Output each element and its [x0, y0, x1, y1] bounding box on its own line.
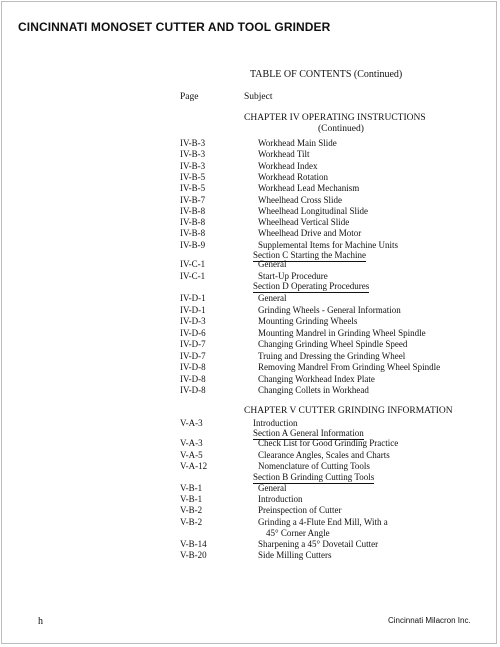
toc-subject: Introduction — [258, 494, 303, 505]
toc-subject: Check List for Good Grinding Practice — [258, 438, 399, 448]
toc-subject: General — [258, 293, 287, 303]
toc-row — [0, 195, 500, 207]
toc-row — [0, 517, 500, 529]
toc-row — [0, 206, 500, 218]
section-heading: Section C Starting the Machine — [253, 250, 366, 260]
toc-page-ref: V-B-1 — [180, 483, 203, 493]
toc-subject: Workhead Rotation — [258, 171, 329, 182]
toc-row — [0, 374, 500, 386]
toc-page-ref: V-B-14 — [180, 539, 207, 549]
toc-page-ref: IV-D-7 — [180, 339, 206, 349]
publisher-footer: Cincinnati Milacron Inc. — [388, 616, 471, 625]
column-header-page: Page — [180, 92, 199, 102]
toc-row — [0, 149, 500, 161]
toc-page-ref: IV-B-5 — [180, 183, 206, 194]
toc-subject: Mounting Mandrel in Grinding Wheel Spindle — [258, 327, 426, 338]
toc-title: TABLE OF CONTENTS (Continued) — [250, 69, 403, 80]
section-heading: Section D Operating Procedures — [253, 281, 370, 291]
toc-row — [0, 528, 500, 540]
toc-subject: Wheelhead Vertical Slide — [258, 217, 350, 228]
toc-subject: Workhead Main Slide — [258, 138, 337, 148]
toc-page-ref: V-A-12 — [180, 461, 208, 471]
toc-row — [0, 351, 500, 363]
toc-subject: Introduction — [253, 418, 298, 428]
toc-subject: Changing Workhead Index Plate — [258, 373, 375, 384]
toc-row — [0, 240, 500, 252]
toc-subject: Workhead Lead Mechanism — [258, 183, 360, 194]
toc-page-ref: V-A-3 — [180, 438, 203, 448]
toc-row — [0, 418, 500, 430]
toc-page-ref: IV-B-5 — [180, 171, 206, 182]
document-header: CINCINNATI MONOSET CUTTER AND TOOL GRINDER — [18, 20, 331, 34]
toc-subject: Preinspection of Cutter — [258, 505, 342, 516]
toc-subject: Wheelhead Cross Slide — [258, 194, 342, 205]
toc-subject: Changing Grinding Wheel Spindle Speed — [258, 339, 408, 349]
toc-page-ref: V-B-20 — [180, 550, 207, 561]
toc-subject: General — [258, 259, 287, 269]
toc-page-ref: IV-B-8 — [180, 205, 206, 216]
toc-page-ref: IV-C-1 — [180, 270, 206, 281]
toc-subject: Nomenclature of Cutting Tools — [258, 461, 370, 471]
toc-row — [0, 550, 500, 562]
toc-page-ref: V-A-3 — [180, 418, 203, 428]
toc-page-ref: V-B-1 — [180, 494, 203, 505]
toc-page-ref: IV-D-6 — [180, 327, 206, 338]
toc-row — [0, 362, 500, 374]
toc-subject: Sharpening a 45° Dovetail Cutter — [258, 539, 379, 549]
toc-row — [0, 461, 500, 473]
toc-page-ref: IV-C-1 — [180, 259, 206, 269]
toc-subject: Supplemental Items for Machine Units — [258, 239, 398, 250]
toc-subject: Grinding a 4-Flute End Mill, With a — [258, 516, 388, 527]
toc-subject: Wheelhead Drive and Motor — [258, 228, 362, 239]
toc-row — [0, 217, 500, 229]
toc-page-ref: IV-D-7 — [180, 350, 206, 361]
toc-page-ref: IV-D-8 — [180, 385, 206, 395]
toc-row — [0, 259, 500, 271]
toc-page-ref: IV-B-3 — [180, 149, 206, 160]
toc-subject: Changing Collets in Workhead — [258, 385, 369, 395]
toc-row — [0, 438, 500, 450]
toc-subject: Side Milling Cutters — [258, 550, 332, 561]
section-heading: Section B Grinding Cutting Tools — [253, 472, 375, 482]
toc-subject: Mounting Grinding Wheels — [258, 316, 358, 326]
toc-page-ref: IV-D-8 — [180, 362, 206, 372]
toc-row — [0, 339, 500, 351]
toc-row — [0, 316, 500, 328]
toc-page-ref: IV-D-3 — [180, 316, 206, 326]
chapter-heading: CHAPTER V CUTTER GRINDING INFORMATION — [244, 406, 453, 416]
toc-row — [0, 172, 500, 184]
toc-row — [0, 494, 500, 506]
toc-subject: Start-Up Procedure — [258, 270, 328, 281]
toc-subject: Wheelhead Longitudinal Slide — [258, 205, 368, 216]
toc-subject: Removing Mandrel From Grinding Wheel Spindle — [258, 362, 441, 372]
toc-page-ref: IV-B-7 — [180, 194, 206, 205]
toc-row — [0, 293, 500, 305]
toc-page-ref: IV-B-3 — [180, 138, 206, 148]
page-number: h — [38, 616, 43, 627]
section-heading: Section A General Information — [253, 428, 364, 438]
toc-page-ref: V-B-2 — [180, 516, 203, 527]
toc-subject: Workhead Tilt — [258, 149, 310, 160]
toc-row — [0, 138, 500, 150]
toc-row — [0, 161, 500, 173]
toc-subject: Grinding Wheels - General Information — [258, 304, 401, 315]
toc-page-ref: IV-B-3 — [180, 160, 206, 171]
toc-page-ref: V-A-5 — [180, 449, 203, 460]
toc-row — [0, 271, 500, 283]
toc-row — [0, 505, 500, 517]
toc-page-ref: IV-D-1 — [180, 304, 206, 315]
toc-row — [0, 385, 500, 397]
toc-row — [0, 539, 500, 551]
toc-page-ref: IV-B-8 — [180, 217, 206, 228]
toc-subject: General — [258, 483, 287, 493]
column-header-subject: Subject — [244, 92, 273, 102]
toc-subject: Workhead Index — [258, 160, 318, 171]
toc-row — [0, 483, 500, 495]
toc-page-ref: IV-B-8 — [180, 228, 206, 239]
toc-page-ref: IV-D-1 — [180, 293, 206, 303]
toc-page-ref: V-B-2 — [180, 505, 203, 516]
chapter-heading: CHAPTER IV OPERATING INSTRUCTIONS — [244, 113, 426, 123]
toc-row — [0, 183, 500, 195]
toc-row — [0, 228, 500, 240]
toc-row — [0, 305, 500, 317]
toc-row — [0, 328, 500, 340]
toc-row — [0, 450, 500, 462]
toc-page-ref: IV-B-9 — [180, 239, 206, 250]
toc-subject: 45° Corner Angle — [266, 527, 330, 538]
chapter-heading-continued: (Continued) — [318, 124, 364, 134]
toc-subject: Truing and Dressing the Grinding Wheel — [258, 350, 406, 361]
toc-page-ref: IV-D-8 — [180, 373, 206, 384]
toc-subject: Clearance Angles, Scales and Charts — [258, 449, 390, 460]
